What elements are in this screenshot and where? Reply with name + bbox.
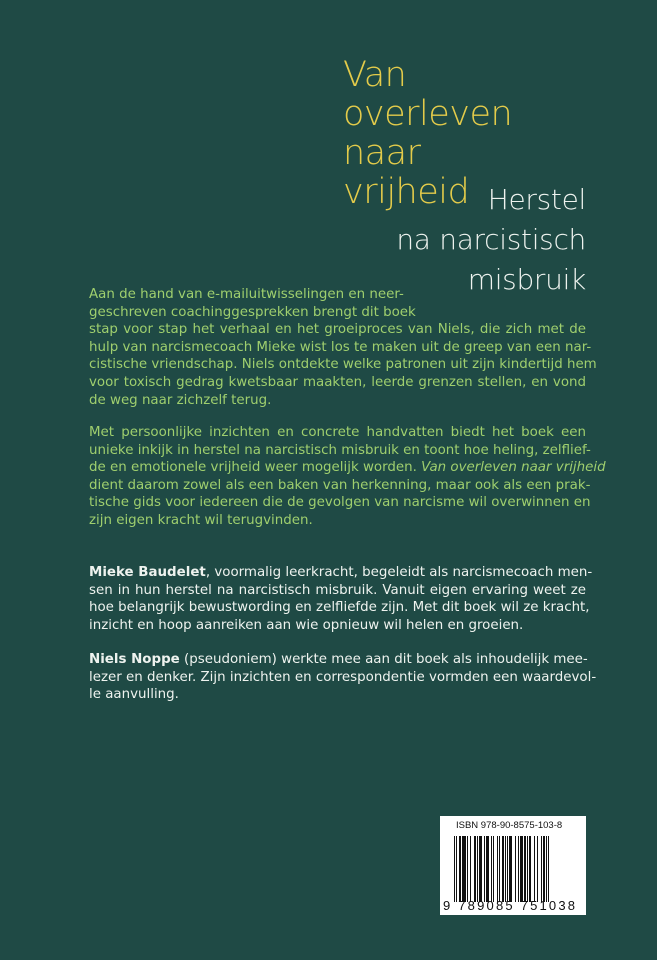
author-name: Niels Noppe <box>89 652 180 667</box>
italic-title: Van overleven naar vrijheid <box>421 460 606 476</box>
barcode-bars <box>454 836 582 902</box>
text-line: hoe belangrijk bewustwording en zelfliefde zijn. Met dit boek wil ze kracht, <box>89 600 590 616</box>
text-line: hulp van narcismecoach Mieke wist los te maken uit de greep van een nar- <box>89 339 592 355</box>
text-line: geschreven coachinggesprekken brengt dit boek <box>89 304 416 320</box>
text-line: sen in hun herstel na narcistisch misbruik. Vanuit eigen ervaring weet ze <box>89 582 586 598</box>
text-line <box>89 564 593 582</box>
author-bio-niels <box>89 651 597 704</box>
subtitle-line: Herstel <box>487 183 586 216</box>
text-line: le aanvulling. <box>89 687 179 703</box>
author-bio-mieke <box>89 564 593 634</box>
text-segment: de en emotionele vrijheid weer mogelijk worden. <box>89 460 417 476</box>
text-line: lezer en denker. Zijn inzichten en correspondentie vormden een waardevol- <box>89 669 597 685</box>
text-line: cistische vriendschap. Niels ontdekte welke patronen uit zijn kindertijd hem <box>89 357 597 373</box>
text-line <box>89 651 586 669</box>
isbn-barcode <box>440 816 586 915</box>
title-line: Van <box>343 55 407 95</box>
barcode-digits: 9 789085 751038 <box>443 898 578 913</box>
title-line: naar <box>343 133 421 173</box>
text-line: tische gids voor iedereen die de gevolgen van narcisme wil overwinnen en <box>89 495 591 511</box>
subtitle-line: na narcistisch <box>396 223 586 256</box>
subtitle-line: misbruik <box>467 263 586 296</box>
book-subtitle <box>396 180 586 300</box>
blurb-paragraph-1 <box>89 286 597 409</box>
blurb-paragraph-2 <box>89 424 606 530</box>
text-line <box>89 459 606 477</box>
text-line: voor toxisch gedrag kwetsbaar maakten, leerde grenzen stellen, en vond <box>89 374 586 390</box>
barcode-bar <box>548 836 549 902</box>
text-line: stap voor stap het verhaal en het groeiproces van Niels, die zich met de <box>89 322 586 338</box>
text-line: Aan de hand van e-mailuitwisselingen en neer- <box>89 287 404 302</box>
text-line: de weg naar zichzelf terug. <box>89 392 272 408</box>
text-line: unieke inkijk in herstel na narcistisch misbruik en toont hoe heling, zelflief- <box>89 442 591 458</box>
title-line: vrijheid <box>343 172 470 212</box>
text-line: inzicht en hoop aanreiken aan wie opnieuw wil helen en groeien. <box>89 617 524 633</box>
text-line: zijn eigen kracht wil terugvinden. <box>89 512 313 528</box>
title-line: overleven <box>343 94 513 134</box>
text-segment: , voormalig leerkracht, begeleidt als narcismecoach men- <box>205 565 593 580</box>
author-name: Mieke Baudelet <box>89 565 206 580</box>
isbn-label: ISBN 978-90-8575-103-8 <box>456 820 563 831</box>
text-segment: (pseudoniem) werkte mee aan dit boek als inhoudelijk mee- <box>179 652 588 667</box>
text-line: Met persoonlijke inzichten en concrete handvatten biedt het boek een <box>89 425 586 440</box>
text-line: dient daarom zowel als een baken van herkenning, maar ook als een prak- <box>89 477 591 493</box>
